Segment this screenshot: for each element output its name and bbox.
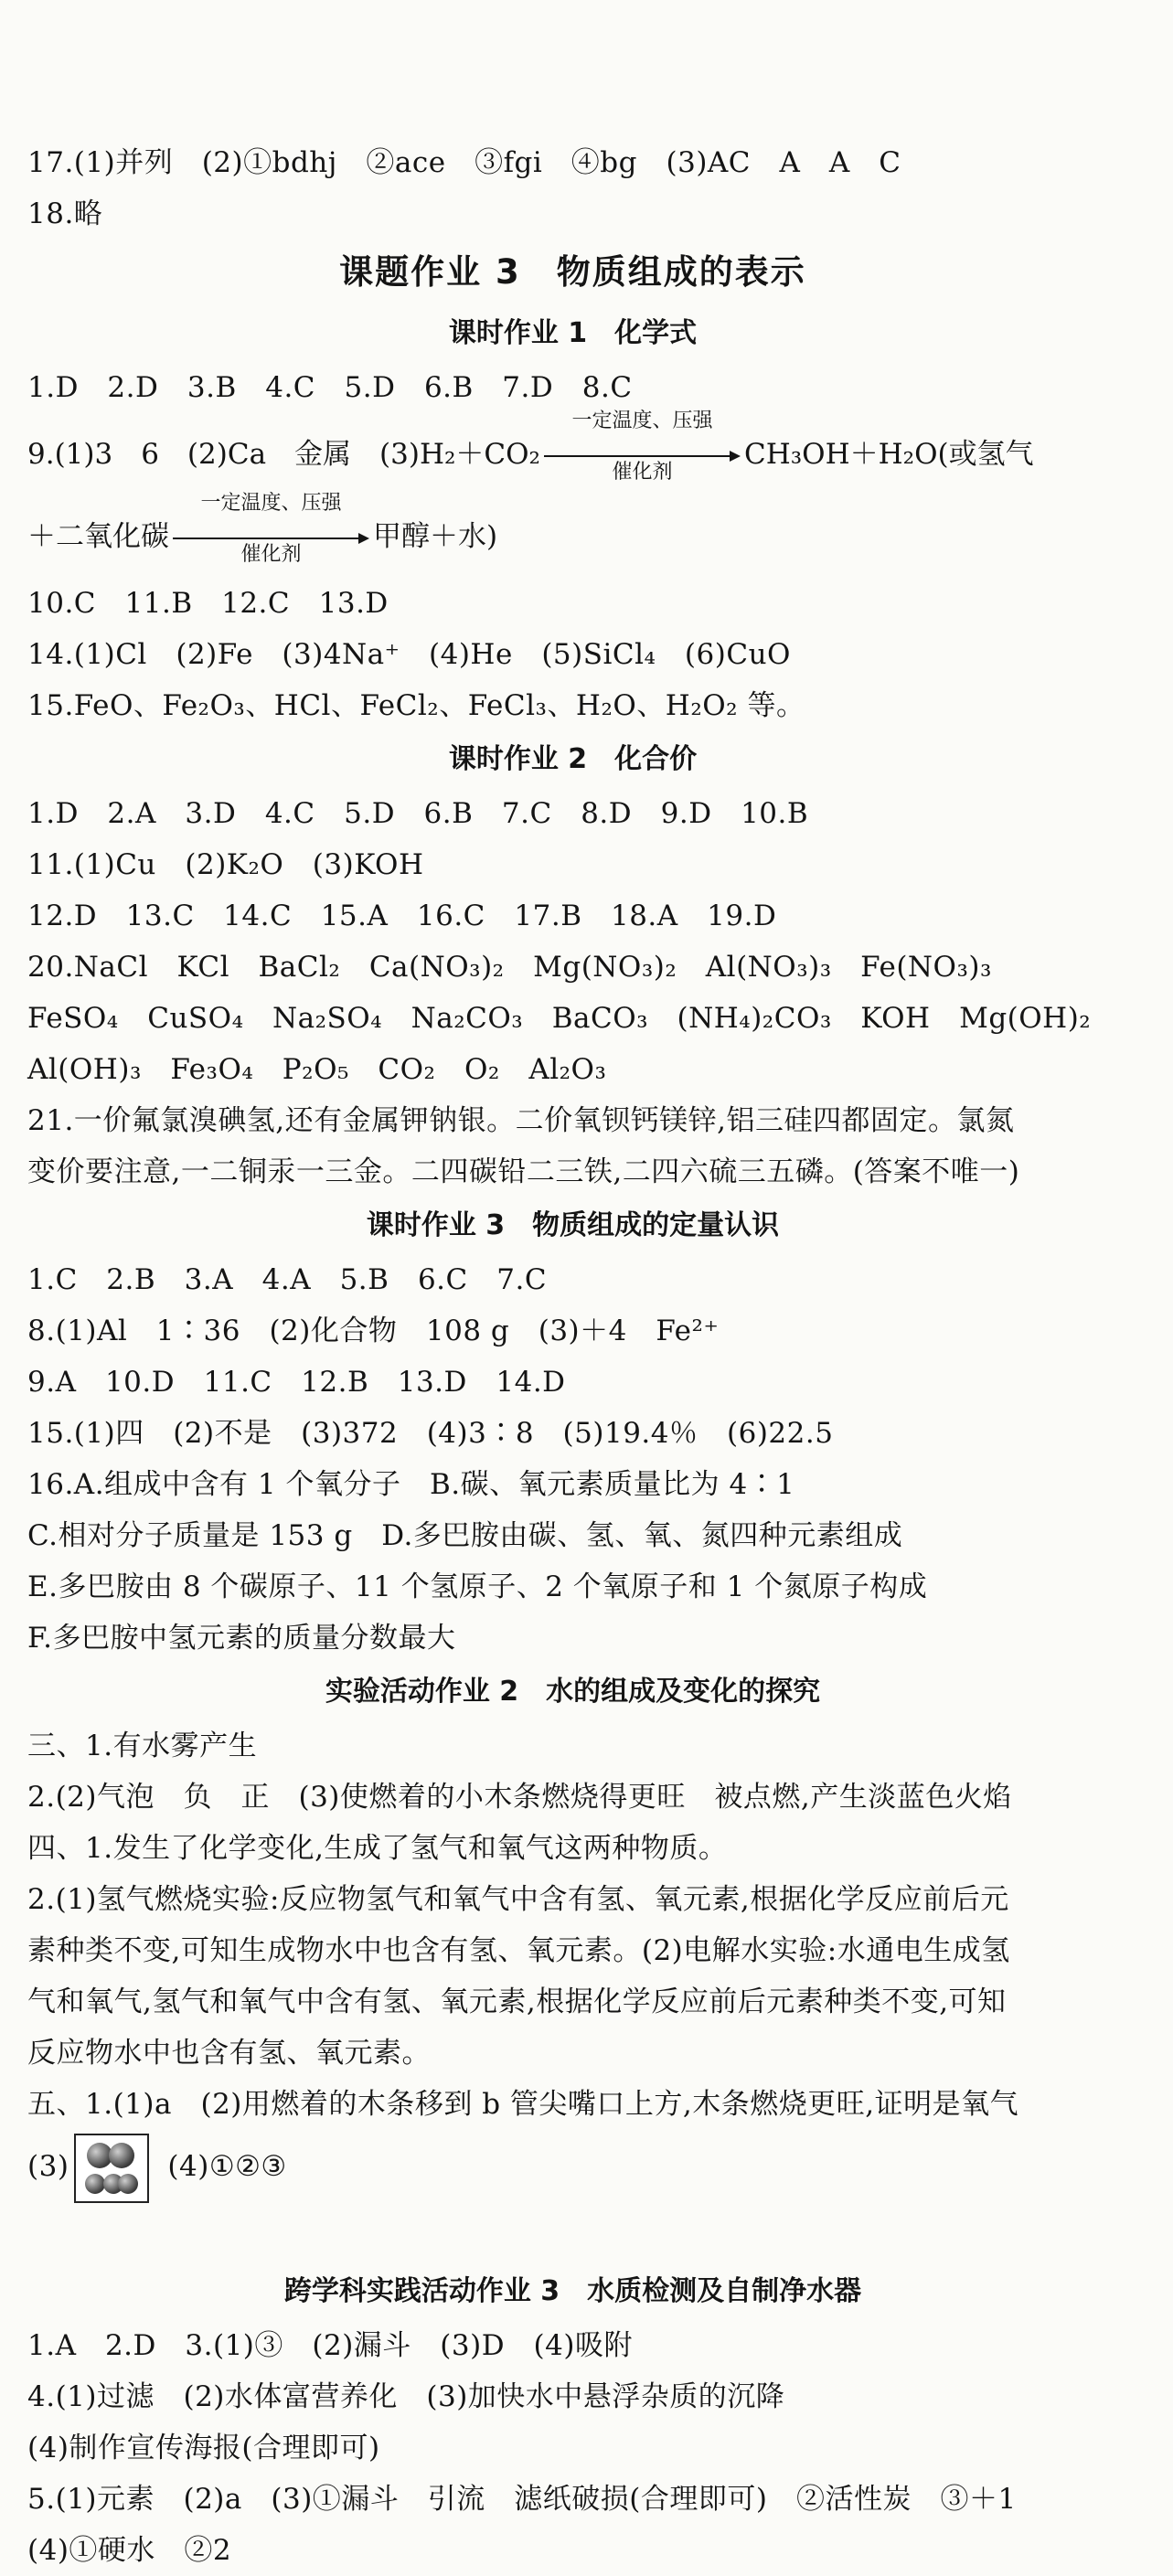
spacer (27, 2203, 1118, 2263)
water-molecule-model-icon (74, 2134, 149, 2203)
answer-line: 变价要注意,一二铜汞一三金。二四碳铅二三铁,二四六硫三五磷。(答案不唯一) (27, 1155, 1020, 1188)
reaction-reactants: 9.(1)3 6 (2)Ca 金属 (3)H₂＋CO₂ (27, 438, 540, 471)
answer-text: (4)①②③ (167, 2150, 287, 2183)
arrow-condition-bottom: 催化剂 (240, 542, 302, 566)
answer-line: 21.一价氟氯溴碘氢,还有金属钾钠银。二价氧钡钙镁锌,铝三硅四都固定。氯氮 (27, 1104, 1015, 1137)
reaction-products: 甲醇＋水) (373, 520, 498, 553)
answer-line: 17.(1)并列 (2)①bdhj ②ace ③fgi ④bg (3)AC A A C (27, 146, 901, 179)
atom-icon (109, 2143, 134, 2168)
reaction-line (27, 409, 1118, 495)
answer-line: 11.(1)Cu (2)K₂O (3)KOH (27, 848, 424, 881)
answer-line: (4)制作宣传海报(合理即可) (27, 2432, 380, 2464)
answer-line: C.相对分子质量是 153 g D.多巴胺由碳、氢、氧、氮四种元素组成 (27, 1519, 903, 1552)
arrow-condition-top: 一定温度、压强 (200, 491, 342, 515)
answer-line: E.多巴胺由 8 个碳原子、11 个氢原子、2 个氧原子和 1 个氮原子构成 (27, 1570, 928, 1603)
answer-line: 18.略 (27, 197, 103, 230)
answer-line: 10.C 11.B 12.C 13.D (27, 587, 389, 620)
answer-line: FeSO₄ CuSO₄ Na₂SO₄ Na₂CO₃ BaCO₃ (NH₄)₂CO₃ KOH Mg(OH)₂ (27, 1002, 1092, 1035)
reaction-line (27, 491, 1118, 578)
answer-line: 15.(1)四 (2)不是 (3)372 (4)3∶8 (5)19.4％ (6)22.5 (27, 1417, 834, 1450)
reaction-arrow (544, 409, 741, 484)
arrow-condition-top: 一定温度、压强 (571, 409, 713, 432)
answer-line: 1.D 2.A 3.D 4.C 5.D 6.B 7.C 8.D 9.D 10.B (27, 797, 809, 830)
subsection-title: 课时作业 2 化合价 (448, 743, 698, 775)
answer-line: 气和氧气,氢气和氧气中含有氢、氧元素,根据化学反应前后元素种类不变,可知 (27, 1985, 1007, 2018)
answer-line: 四、1.发生了化学变化,生成了氢气和氧气这两种物质。 (27, 1832, 728, 1865)
answer-line: 三、1.有水雾产生 (27, 1730, 258, 1762)
answer-line: 5.(1)元素 (2)a (3)①漏斗 引流 滤纸破损(合理即可) ②活性炭 ③＋1 (27, 2483, 1017, 2516)
answer-line (27, 2130, 1118, 2203)
answer-line: 4.(1)过滤 (2)水体富营养化 (3)加快水中悬浮杂质的沉降 (27, 2380, 785, 2413)
answer-line: 素种类不变,可知生成物水中也含有氢、氧元素。(2)电解水实验:水通电生成氢 (27, 1934, 1010, 1967)
answer-line: Al(OH)₃ Fe₃O₄ P₂O₅ CO₂ O₂ Al₂O₃ (27, 1053, 607, 1086)
answer-line: 1.A 2.D 3.(1)③ (2)漏斗 (3)D (4)吸附 (27, 2329, 633, 2362)
answer-line: 20.NaCl KCl BaCl₂ Ca(NO₃)₂ Mg(NO₃)₂ Al(NO₃)₃ Fe(NO₃)₃ (27, 951, 992, 984)
answer-line: 1.C 2.B 3.A 4.A 5.B 6.C 7.C (27, 1263, 548, 1296)
atom-icon (85, 2174, 105, 2194)
answer-line: 12.D 13.C 14.C 15.A 16.C 17.B 18.A 19.D (27, 899, 777, 932)
answer-line: 9.A 10.D 11.C 12.B 13.D 14.D (27, 1366, 566, 1399)
answer-line: 五、1.(1)a (2)用燃着的木条移到 b 管尖嘴口上方,木条燃烧更旺,证明是氧气 (27, 2088, 1019, 2121)
answer-line: 2.(1)氢气燃烧实验:反应物氢气和氧气中含有氢、氧元素,根据化学反应前后元 (27, 1883, 1009, 1916)
arrow-condition-bottom: 催化剂 (612, 460, 673, 484)
answer-label: (3) (27, 2150, 69, 2183)
answer-line: 14.(1)Cl (2)Fe (3)4Na⁺ (4)He (5)SiCl₄ (6)CuO (27, 638, 791, 671)
answer-line: 反应物水中也含有氢、氧元素。 (27, 2037, 431, 2070)
atom-icon (118, 2174, 138, 2194)
subsection-title: 跨学科实践活动作业 3 水质检测及自制净水器 (283, 2275, 862, 2307)
answer-line: (4)①硬水 ②2 (27, 2534, 232, 2567)
answer-line: 2.(2)气泡 负 正 (3)使燃着的小木条燃烧得更旺 被点燃,产生淡蓝色火焰 (27, 1781, 1012, 1814)
answer-line: 16.A.组成中含有 1 个氧分子 B.碳、氧元素质量比为 4∶1 (27, 1468, 795, 1501)
arrow-shaft (173, 538, 360, 539)
subsection-title: 实验活动作业 2 水的组成及变化的探究 (325, 1676, 821, 1708)
reaction-products: CH₃OH＋H₂O(或氢气 (743, 438, 1034, 471)
section-title: 课题作业 3 物质组成的表示 (339, 252, 806, 292)
subsection-title: 课时作业 1 化学式 (448, 317, 698, 349)
answer-line: F.多巴胺中氢元素的质量分数最大 (27, 1622, 456, 1655)
subsection-title: 课时作业 3 物质组成的定量认识 (366, 1209, 780, 1241)
answer-line: 1.D 2.D 3.B 4.C 5.D 6.B 7.D 8.C (27, 371, 633, 404)
answer-line: 8.(1)Al 1∶36 (2)化合物 108 g (3)＋4 Fe²⁺ (27, 1315, 720, 1347)
reaction-arrow (173, 491, 369, 566)
arrow-shaft (544, 455, 731, 457)
reaction-reactants: ＋二氧化碳 (27, 520, 169, 553)
answer-line: 15.FeO、Fe₂O₃、HCl、FeCl₂、FeCl₃、H₂O、H₂O₂ 等。 (27, 689, 805, 722)
